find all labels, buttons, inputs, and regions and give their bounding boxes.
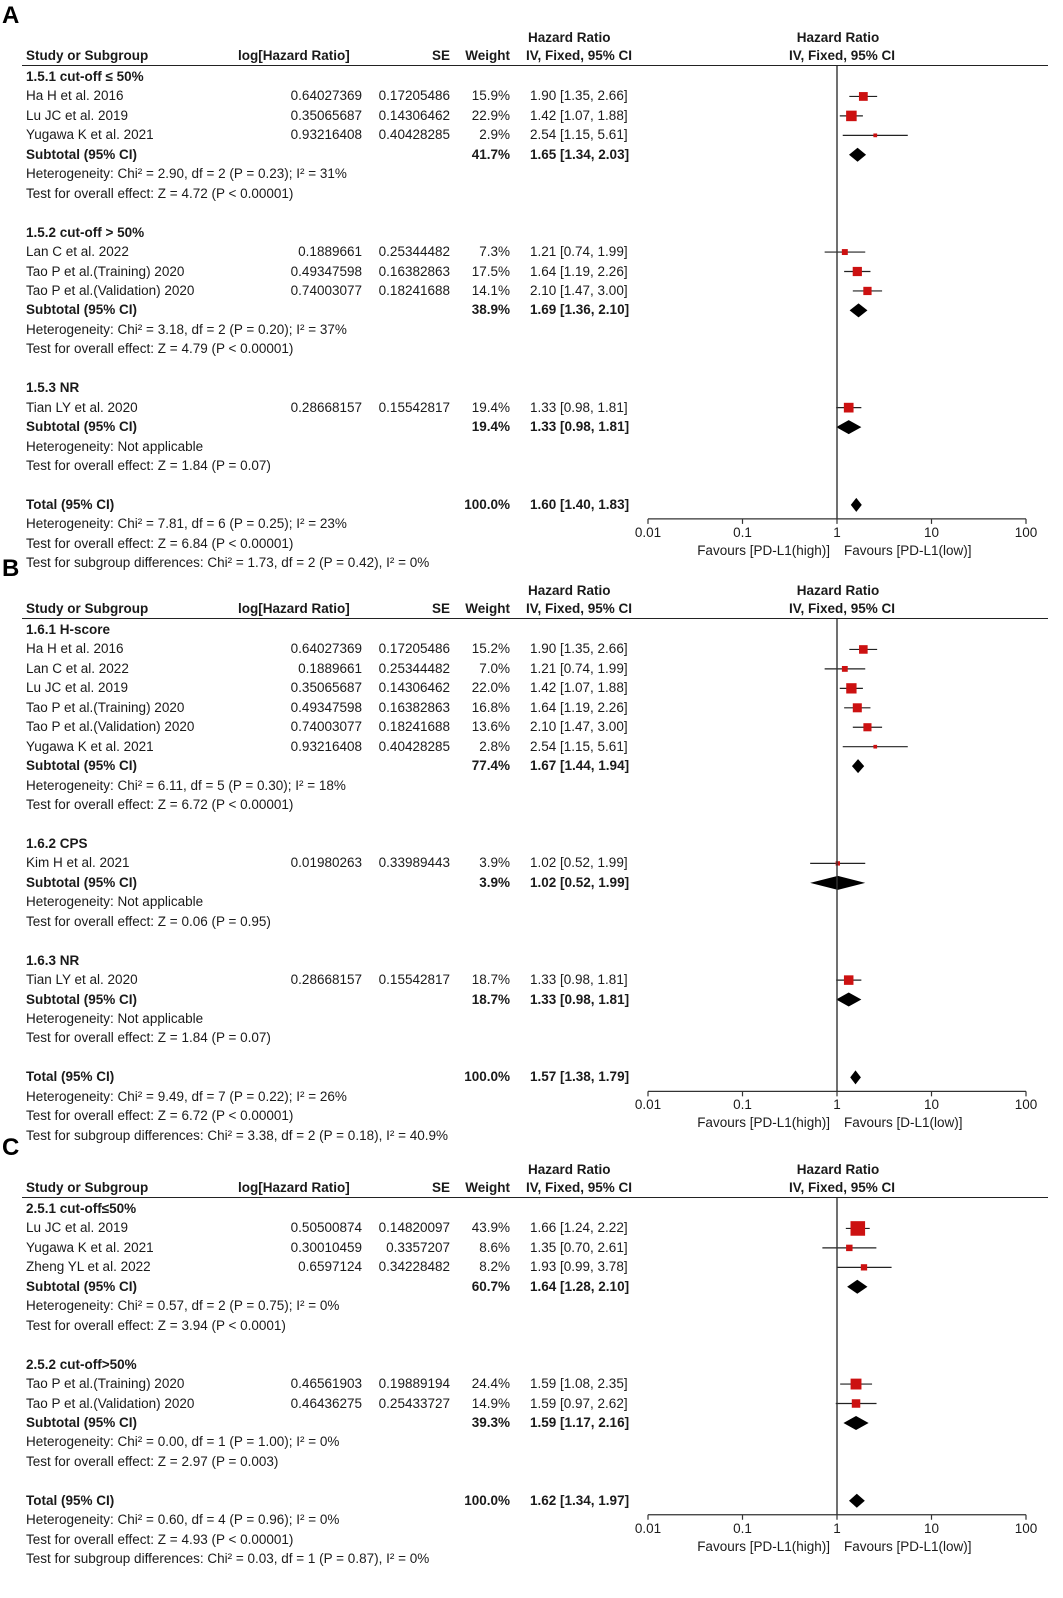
panel-c-row-10-study-label: Tao P et al.(Validation) 2020 — [26, 1395, 195, 1411]
panel-b-row-2-weight: 7.0% — [479, 660, 510, 676]
panel-b-row-5-loghr: 0.74003077 — [290, 719, 362, 735]
panel-b-row-6-weight: 2.8% — [479, 738, 510, 754]
panel-a-tick-label-4: 100 — [1014, 524, 1038, 540]
panel-b-row-12-loghr: 0.01980263 — [290, 855, 362, 871]
panel-b-letter: B — [2, 555, 20, 582]
panel-b-row-19-ci: 1.33 [0.98, 1.81] — [530, 991, 630, 1007]
panel-b-plot-method-header: IV, Fixed, 95% CI — [788, 601, 896, 616]
panel-c-row-2-weight: 8.6% — [479, 1239, 510, 1255]
panel-b-row-7-diamond — [852, 759, 864, 773]
panel-a-row-3-loghr: 0.93216408 — [290, 127, 362, 143]
panel-b-row-6-se: 0.40428285 — [378, 738, 450, 754]
panel-b-row-23-diamond — [850, 1070, 861, 1084]
panel-c-row-4-weight: 60.7% — [471, 1278, 510, 1294]
panel-c-row-9-loghr: 0.46561903 — [290, 1376, 362, 1392]
panel-a-row-11-se: 0.18241688 — [378, 282, 450, 298]
panel-a-row-17-se: 0.15542817 — [378, 399, 450, 415]
panel-a-row-9-marker — [842, 249, 848, 255]
panel-c-hr-title: Hazard Ratio — [528, 1162, 611, 1177]
panel-b-tick-label-1: 0.1 — [733, 1097, 752, 1113]
panel-b-row-1-ci: 1.90 [1.35, 2.66] — [530, 641, 628, 657]
panel-a-row-5-text: Heterogeneity: Chi² = 2.90, df = 2 (P = 0.23); I² = 31% — [26, 166, 347, 182]
panel-a-row-17-marker — [844, 403, 854, 413]
panel-b-row-18-se: 0.15542817 — [378, 972, 450, 988]
panel-c-row-10-loghr: 0.46436275 — [290, 1395, 362, 1411]
panel-c-row-0-group-label: 2.5.1 cut-off≤50% — [26, 1201, 137, 1216]
panel-c-row-11-label: Subtotal (95% CI) — [26, 1414, 138, 1430]
panel-a-row-1-se: 0.17205486 — [378, 88, 450, 104]
panel-c-hr-method-header: IV, Fixed, 95% CI — [526, 1180, 633, 1195]
panel-a-row-10-weight: 17.5% — [471, 263, 510, 279]
panel-a-row-2-marker — [846, 111, 857, 122]
panel-b-row-13-label: Subtotal (95% CI) — [26, 874, 138, 890]
panel-b-row-15-text: Test for overall effect: Z = 0.06 (P = 0.95) — [26, 913, 271, 929]
panel-b-row-19-diamond — [836, 993, 861, 1007]
panel-b-row-2-se: 0.25344482 — [378, 660, 450, 676]
panel-b-plot-title: Hazard Ratio — [796, 583, 880, 598]
panel-b-row-2-study-label: Lan C et al. 2022 — [26, 660, 129, 676]
panel-b-tick-label-0: 0.01 — [634, 1097, 662, 1113]
panel-b-row-0-group-label: 1.6.1 H-score — [26, 622, 111, 637]
panel-c-row-9-weight: 24.4% — [471, 1376, 510, 1392]
panel-a-row-2-ci: 1.42 [1.07, 1.88] — [530, 107, 628, 123]
panel-c-row-9-study-label: Tao P et al.(Training) 2020 — [26, 1376, 185, 1392]
panel-c-row-2-loghr: 0.30010459 — [290, 1239, 362, 1255]
panel-b-row-2-loghr: 0.1889661 — [298, 660, 362, 676]
panel-c-row-3-ci: 1.93 [0.99, 3.78] — [530, 1259, 628, 1275]
panel-b-row-1-loghr: 0.64027369 — [290, 641, 362, 657]
panel-a-hr-method-header: IV, Fixed, 95% CI — [526, 48, 633, 63]
panel-c-row-10-weight: 14.9% — [471, 1395, 510, 1411]
panel-b-row-3-ci: 1.42 [1.07, 1.88] — [530, 680, 628, 696]
panel-c-row-1-ci: 1.66 [1.24, 2.22] — [530, 1220, 628, 1236]
panel-a-row-12-label: Subtotal (95% CI) — [26, 302, 138, 318]
panel-a-row-18-weight: 19.4% — [471, 419, 510, 435]
panel-b-tick-label-3: 10 — [923, 1097, 940, 1113]
panel-b-hr-method-header: IV, Fixed, 95% CI — [526, 601, 633, 616]
panel-a-row-17-study-label: Tian LY et al. 2020 — [26, 399, 138, 415]
panel-b-row-3-weight: 22.0% — [471, 680, 510, 696]
panel-a-row-3-se: 0.40428285 — [378, 127, 450, 143]
panel-c-row-2-se: 0.3357207 — [386, 1239, 450, 1255]
panel-a-row-19-text: Heterogeneity: Not applicable — [26, 438, 204, 454]
panel-b-row-14-text: Heterogeneity: Not applicable — [26, 894, 204, 910]
panel-b-row-12-ci: 1.02 [0.52, 1.99] — [530, 855, 628, 871]
panel-a-letter: A — [2, 2, 20, 29]
panel-c-tick-label-3: 10 — [923, 1520, 940, 1536]
panel-a-row-10-study-label: Tao P et al.(Training) 2020 — [26, 263, 185, 279]
panel-a-row-9-study-label: Lan C et al. 2022 — [26, 244, 129, 260]
panel-c-tick-label-2: 1 — [833, 1520, 841, 1536]
panel-a-row-2-loghr: 0.35065687 — [290, 107, 362, 123]
panel-c-row-10-se: 0.25433727 — [378, 1395, 450, 1411]
panel-c-letter: C — [2, 1134, 20, 1161]
panel-c-row-11-ci: 1.59 [1.17, 2.16] — [530, 1414, 630, 1430]
panel-a-row-2-study-label: Lu JC et al. 2019 — [26, 107, 129, 123]
panel-b-row-13-weight: 3.9% — [479, 874, 510, 890]
panel-c-row-16-text: Heterogeneity: Chi² = 0.60, df = 4 (P = 0.96); I² = 0% — [26, 1512, 340, 1528]
panel-c-row-2-marker — [846, 1245, 852, 1251]
panel-a-row-0-group-label: 1.5.1 cut-off ≤ 50% — [26, 69, 144, 84]
panel-a-row-1-study-label: Ha H et al. 2016 — [26, 88, 124, 104]
panel-a-row-17-loghr: 0.28668157 — [290, 399, 362, 415]
panel-a-tick-label-0: 0.01 — [634, 524, 662, 540]
panel-b-tick-label-4: 100 — [1014, 1097, 1038, 1113]
panel-c-row-10-ci: 1.59 [0.97, 2.62] — [530, 1395, 628, 1411]
panel-c-row-3-marker — [861, 1264, 867, 1270]
panel-c-row-3-weight: 8.2% — [479, 1259, 510, 1275]
panel-a-row-18-diamond — [836, 420, 861, 434]
panel-a-row-1-marker — [859, 92, 868, 101]
panel-a-row-10-se: 0.16382863 — [378, 263, 450, 279]
panel-a-row-3-marker — [873, 133, 877, 137]
panel-a-row-18-ci: 1.33 [0.98, 1.81] — [530, 419, 630, 435]
panel-a-hr-title: Hazard Ratio — [528, 30, 611, 45]
panel-a-row-11-marker — [863, 287, 871, 295]
panel-b-row-19-label: Subtotal (95% CI) — [26, 991, 138, 1007]
panel-b-row-1-study-label: Ha H et al. 2016 — [26, 641, 124, 657]
panel-b-row-4-se: 0.16382863 — [378, 699, 450, 715]
panel-c-tick-label-0: 0.01 — [634, 1520, 662, 1536]
panel-c-row-2-study-label: Yugawa K et al. 2021 — [26, 1239, 154, 1255]
panel-b-row-3-se: 0.14306462 — [378, 680, 450, 696]
panel-a-tick-label-2: 1 — [833, 524, 841, 540]
panel-a-row-2-se: 0.14306462 — [378, 107, 450, 123]
panel-b-row-4-marker — [853, 703, 862, 712]
panel-b-row-6-marker — [873, 745, 877, 749]
panel-b-row-12-weight: 3.9% — [479, 855, 510, 871]
panel-b-row-21-text: Test for overall effect: Z = 1.84 (P = 0.07) — [26, 1030, 271, 1046]
panel-a-row-6-text: Test for overall effect: Z = 4.72 (P < 0.00001) — [26, 185, 294, 201]
panel-b-loghr-header: log[Hazard Ratio] — [238, 601, 350, 616]
panel-a-row-24-text: Test for overall effect: Z = 6.84 (P < 0.00001) — [26, 535, 294, 551]
panel-b-row-13-diamond — [810, 876, 865, 890]
panel-c-tick-label-1: 0.1 — [733, 1520, 752, 1536]
panel-a-plot-title: Hazard Ratio — [796, 30, 880, 45]
panel-b-row-7-ci: 1.67 [1.44, 1.94] — [530, 758, 630, 774]
panel-b-row-5-study-label: Tao P et al.(Validation) 2020 — [26, 719, 195, 735]
panel-a-row-11-ci: 2.10 [1.47, 3.00] — [530, 282, 628, 298]
panel-c-row-11-diamond — [843, 1416, 868, 1430]
panel-b-row-2-marker — [842, 666, 848, 672]
panel-b-row-7-weight: 77.4% — [471, 758, 510, 774]
panel-b-row-18-weight: 18.7% — [471, 972, 510, 988]
panel-b-row-25-text: Test for overall effect: Z = 6.72 (P < 0.00001) — [26, 1108, 294, 1124]
panel-c-favours-left: Favours [PD-L1(high)] — [697, 1538, 830, 1554]
panel-a-row-8-group-label: 1.5.2 cut-off > 50% — [26, 224, 145, 240]
panel-a-row-16-group-label: 1.5.3 NR — [26, 380, 80, 396]
panel-c-study-header: Study or Subgroup — [26, 1180, 149, 1195]
panel-b-row-5-weight: 13.6% — [471, 719, 510, 735]
panel-c-row-1-weight: 43.9% — [471, 1220, 510, 1236]
panel-a-row-4-diamond — [849, 148, 866, 162]
panel-b-row-12-study-label: Kim H et al. 2021 — [26, 855, 130, 871]
panel-a-row-4-weight: 41.7% — [471, 146, 510, 162]
panel-a-favours-right: Favours [PD-L1(low)] — [844, 542, 972, 558]
panel-a-row-9-se: 0.25344482 — [378, 244, 450, 260]
panel-a-row-12-diamond — [850, 303, 868, 317]
panel-b-row-4-loghr: 0.49347598 — [290, 699, 362, 715]
panel-a-row-22-ci: 1.60 [1.40, 1.83] — [530, 496, 630, 512]
panel-b-row-18-loghr: 0.28668157 — [290, 972, 362, 988]
panel-c-row-18-text: Test for subgroup differences: Chi² = 0.03, df = 1 (P = 0.87), I² = 0% — [26, 1551, 430, 1567]
panel-a-row-22-label: Total (95% CI) — [26, 496, 115, 512]
panel-a-row-1-loghr: 0.64027369 — [290, 88, 362, 104]
panel-b-row-5-ci: 2.10 [1.47, 3.00] — [530, 719, 628, 735]
panel-a-se-header: SE — [431, 48, 450, 63]
panel-b-tick-label-2: 1 — [833, 1097, 841, 1113]
panel-a-row-17-ci: 1.33 [0.98, 1.81] — [530, 399, 628, 415]
panel-c-row-5-text: Heterogeneity: Chi² = 0.57, df = 2 (P = 0.75); I² = 0% — [26, 1298, 340, 1314]
panel-a-row-12-ci: 1.69 [1.36, 2.10] — [530, 302, 630, 318]
panel-c-row-1-marker — [851, 1221, 866, 1236]
panel-a-row-9-ci: 1.21 [0.74, 1.99] — [530, 244, 628, 260]
panel-b-row-18-marker — [844, 975, 854, 985]
panel-a-study-header: Study or Subgroup — [26, 48, 149, 63]
panel-b-se-header: SE — [431, 601, 450, 616]
panel-b-row-23-ci: 1.57 [1.38, 1.79] — [530, 1069, 630, 1085]
panel-b-row-18-ci: 1.33 [0.98, 1.81] — [530, 972, 628, 988]
panel-c-row-3-loghr: 0.6597124 — [298, 1259, 362, 1275]
panel-a-tick-label-3: 10 — [923, 524, 940, 540]
panel-a-row-14-text: Test for overall effect: Z = 4.79 (P < 0.00001) — [26, 341, 294, 357]
panel-b-row-3-marker — [846, 683, 856, 693]
panel-b-row-5-se: 0.18241688 — [378, 719, 450, 735]
panel-c-row-15-label: Total (95% CI) — [26, 1492, 115, 1508]
panel-b-row-23-weight: 100.0% — [464, 1069, 510, 1085]
panel-a-row-11-loghr: 0.74003077 — [290, 282, 362, 298]
panel-c-row-15-diamond — [849, 1494, 865, 1508]
panel-c-row-11-weight: 39.3% — [471, 1414, 510, 1430]
panel-c-row-3-study-label: Zheng YL et al. 2022 — [26, 1259, 151, 1275]
panel-b-row-4-ci: 1.64 [1.19, 2.26] — [530, 699, 628, 715]
panel-b-row-19-weight: 18.7% — [471, 991, 510, 1007]
panel-a-row-11-weight: 14.1% — [471, 282, 510, 298]
panel-c-row-9-se: 0.19889194 — [378, 1376, 450, 1392]
panel-c-weight-header: Weight — [465, 1180, 510, 1195]
panel-b-row-1-se: 0.17205486 — [378, 641, 450, 657]
panel-a-row-22-weight: 100.0% — [464, 496, 510, 512]
panel-a-row-1-weight: 15.9% — [471, 88, 510, 104]
panel-c-row-13-text: Test for overall effect: Z = 2.97 (P = 0.003) — [26, 1453, 279, 1469]
panel-b-row-4-weight: 16.8% — [471, 699, 510, 715]
panel-a-row-20-text: Test for overall effect: Z = 1.84 (P = 0.07) — [26, 458, 271, 473]
panel-c-row-4-label: Subtotal (95% CI) — [26, 1278, 138, 1294]
panel-c-row-15-ci: 1.62 [1.34, 1.97] — [530, 1492, 630, 1508]
panel-a-header-rule — [22, 65, 1048, 66]
panel-b-row-26-text: Test for subgroup differences: Chi² = 3.38, df = 2 (P = 0.18), I² = 40.9% — [26, 1127, 448, 1143]
panel-c-row-15-weight: 100.0% — [464, 1492, 510, 1508]
panel-a-weight-header: Weight — [465, 48, 510, 63]
panel-c-row-9-marker — [851, 1379, 862, 1390]
panel-a-row-23-text: Heterogeneity: Chi² = 7.81, df = 6 (P = 0.25); I² = 23% — [26, 516, 347, 532]
panel-c-row-1-study-label: Lu JC et al. 2019 — [26, 1220, 129, 1236]
panel-b-row-20-text: Heterogeneity: Not applicable — [26, 1011, 204, 1026]
panel-c-plot-method-header: IV, Fixed, 95% CI — [788, 1180, 896, 1195]
panel-c-favours-right: Favours [PD-L1(low)] — [844, 1538, 972, 1554]
panel-a-row-13-text: Heterogeneity: Chi² = 3.18, df = 2 (P = 0.20); I² = 37% — [26, 321, 347, 337]
panel-c-se-header: SE — [431, 1180, 450, 1195]
panel-c-row-4-ci: 1.64 [1.28, 2.10] — [530, 1278, 630, 1294]
panel-c-row-3-se: 0.34228482 — [378, 1259, 450, 1275]
panel-b-row-9-text: Test for overall effect: Z = 6.72 (P < 0.00001) — [26, 797, 294, 813]
panel-a-row-1-ci: 1.90 [1.35, 2.66] — [530, 88, 628, 104]
panel-a-row-2-weight: 22.9% — [471, 107, 510, 123]
panel-b-row-1-marker — [859, 645, 868, 654]
panel-b-row-3-study-label: Lu JC et al. 2019 — [26, 680, 129, 696]
panel-a-row-10-ci: 1.64 [1.19, 2.26] — [530, 263, 628, 279]
panel-b-row-1-weight: 15.2% — [471, 641, 510, 657]
panel-c-row-8-group-label: 2.5.2 cut-off>50% — [26, 1356, 137, 1372]
panel-c-plot-title: Hazard Ratio — [796, 1162, 880, 1177]
panel-b-row-6-loghr: 0.93216408 — [290, 738, 362, 754]
panel-a-row-17-weight: 19.4% — [471, 399, 510, 415]
panel-c-row-12-text: Heterogeneity: Chi² = 0.00, df = 1 (P = 1.00); I² = 0% — [26, 1434, 340, 1450]
panel-c-tick-label-4: 100 — [1014, 1520, 1038, 1536]
panel-a-tick-label-1: 0.1 — [733, 524, 752, 540]
panel-a-row-10-marker — [853, 267, 862, 276]
panel-b-hr-title: Hazard Ratio — [528, 583, 611, 598]
panel-b-row-6-ci: 2.54 [1.15, 5.61] — [530, 738, 628, 754]
panel-a-plot-method-header: IV, Fixed, 95% CI — [788, 48, 896, 63]
panel-a-row-3-study-label: Yugawa K et al. 2021 — [26, 127, 154, 143]
panel-b-row-3-loghr: 0.35065687 — [290, 680, 362, 696]
panel-b-favours-right: Favours [D-L1(low)] — [844, 1115, 963, 1131]
panel-a-row-18-label: Subtotal (95% CI) — [26, 419, 138, 435]
panel-a-loghr-header: log[Hazard Ratio] — [238, 48, 350, 63]
panel-b-header-rule — [22, 618, 1048, 619]
panel-b-favours-left: Favours [PD-L1(high)] — [697, 1115, 830, 1131]
panel-b-row-6-study-label: Yugawa K et al. 2021 — [26, 738, 154, 754]
panel-a-row-9-weight: 7.3% — [479, 244, 510, 260]
panel-b-row-11-group-label: 1.6.2 CPS — [26, 835, 88, 851]
panel-c-row-2-ci: 1.35 [0.70, 2.61] — [530, 1239, 628, 1255]
panel-a-row-9-loghr: 0.1889661 — [298, 244, 362, 260]
panel-a-row-25-text: Test for subgroup differences: Chi² = 1.73, df = 2 (P = 0.42), I² = 0% — [26, 555, 430, 571]
panel-b-row-7-label: Subtotal (95% CI) — [26, 758, 138, 774]
panel-c-row-1-loghr: 0.50500874 — [290, 1220, 362, 1236]
panel-a-row-12-weight: 38.9% — [471, 302, 510, 318]
panel-a-row-4-label: Subtotal (95% CI) — [26, 146, 138, 162]
panel-b-study-header: Study or Subgroup — [26, 601, 149, 616]
panel-c-row-1-se: 0.14820097 — [378, 1220, 450, 1236]
panel-c-row-6-text: Test for overall effect: Z = 3.94 (P < 0.0001) — [26, 1317, 286, 1333]
panel-a-row-3-ci: 2.54 [1.15, 5.61] — [530, 127, 628, 143]
panel-b-row-23-label: Total (95% CI) — [26, 1069, 115, 1085]
panel-a-row-22-diamond — [851, 498, 862, 512]
panel-b-row-12-marker — [836, 861, 840, 865]
panel-b-row-2-ci: 1.21 [0.74, 1.99] — [530, 660, 628, 676]
panel-b-weight-header: Weight — [465, 601, 510, 616]
panel-c-header-rule — [22, 1197, 1048, 1198]
panel-b-row-24-text: Heterogeneity: Chi² = 9.49, df = 7 (P = 0.22); I² = 26% — [26, 1088, 347, 1104]
panel-c-row-10-marker — [852, 1399, 860, 1407]
panel-b-row-13-ci: 1.02 [0.52, 1.99] — [530, 874, 630, 890]
panel-b-row-5-marker — [863, 723, 871, 731]
panel-b-row-8-text: Heterogeneity: Chi² = 6.11, df = 5 (P = 0.30); I² = 18% — [26, 777, 346, 793]
panel-c-loghr-header: log[Hazard Ratio] — [238, 1180, 350, 1195]
panel-b-row-17-group-label: 1.6.3 NR — [26, 952, 80, 968]
panel-c-row-4-diamond — [847, 1280, 867, 1294]
panel-c-row-17-text: Test for overall effect: Z = 4.93 (P < 0.00001) — [26, 1531, 294, 1547]
panel-a-row-10-loghr: 0.49347598 — [290, 263, 362, 279]
panel-a-row-11-study-label: Tao P et al.(Validation) 2020 — [26, 282, 195, 298]
panel-b-row-18-study-label: Tian LY et al. 2020 — [26, 972, 138, 988]
panel-a-row-3-weight: 2.9% — [479, 127, 510, 143]
panel-b-row-4-study-label: Tao P et al.(Training) 2020 — [26, 699, 185, 715]
panel-a-row-4-ci: 1.65 [1.34, 2.03] — [530, 146, 630, 162]
panel-c-row-9-ci: 1.59 [1.08, 2.35] — [530, 1376, 628, 1392]
panel-a-favours-left: Favours [PD-L1(high)] — [697, 542, 830, 558]
panel-b-row-12-se: 0.33989443 — [378, 855, 450, 871]
